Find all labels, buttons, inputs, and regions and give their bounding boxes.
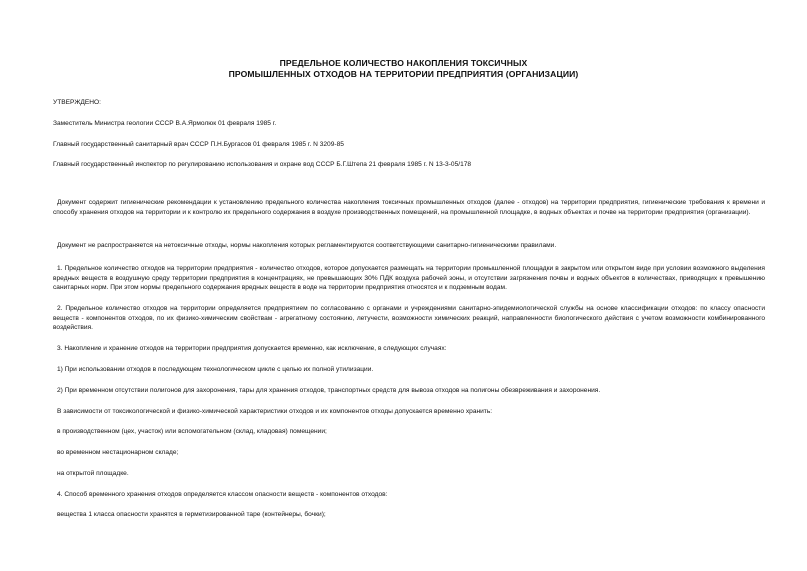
paragraph-storage-intro: В зависимости от токсикологической и физико-химической характеристики отходов и их компонентов отходы допускается временно хранить: [57,408,493,415]
document-title-line-1: ПРЕДЕЛЬНОЕ КОЛИЧЕСТВО НАКОПЛЕНИЯ ТОКСИЧНЫХ [279,58,528,68]
approval-heading: УТВЕРЖДЕНО: [53,99,102,106]
paragraph-class-1-storage: вещества 1 класса опасности хранятся в герметизированной таре (контейнеры, бочки); [57,511,326,518]
paragraph-subitem-2: 2) При временном отсутствии полигонов для захоронения, тары для хранения отходов, транспортных средств для вывоза отходов на полигоны обезвреживания и захоронения. [57,387,601,394]
paragraph-item-1: 1. Предельное количество отходов на территории предприятия - количество отходов, которое допускается размещать на территории промышленной площадки в закрытом или открытом виде при условии возможного выделения вредных веществ в воздушную среду территории предприятия в концентрациях, не превышающих 30% ПДК воздуха рабочей зоны, и отсутствии загрязнения почвы и водных объектов в количествах, приводящих к превышению санитарных норм. При этом нормы предельного содержания вредных веществ в воде на территории предприятия относятся и к подземным водам. [53,265,765,292]
document-title-line-2: ПРОМЫШЛЕННЫХ ОТХОДОВ НА ТЕРРИТОРИИ ПРЕДПРИЯТИЯ (ОРГАНИЗАЦИИ) [228,69,579,79]
paragraph-intro: Документ содержит гигиенические рекомендации к установлению предельного количества накопления токсичных промышленных отходов (далее - отходов) на территории предприятия, гигиенические требования к времени и способу хранения отходов на территории и к контролю их предельного содержания в воздухе производственных помещений, на промышленной площадке, в водных объектах и почве на территории предприятия (организации). [53,199,765,216]
paragraph-item-4: 4. Способ временного хранения отходов определяется классом опасности веществ - компонентов отходов: [57,491,388,498]
paragraph-item-3: 3. Накопление и хранение отходов на территории предприятия допускается временно, как исключение, в следующих случаях: [57,345,447,352]
paragraph-storage-option-1: в производственном (цех, участок) или вспомогательном (склад, кладовая) помещении; [57,428,327,435]
approval-item-water-inspector: Главный государственный инспектор по регулированию использования и охране вод СССР Б.Г.Штепа 21 февраля 1985 г. N 13-3-05/178 [53,161,472,168]
paragraph-storage-option-3: на открытой площадке. [57,470,129,477]
approval-item-deputy-minister: Заместитель Министра геологии СССР В.А.Ярмолюк 01 февраля 1985 г. [53,120,277,127]
paragraph-subitem-1: 1) При использовании отходов в последующем технологическом цикле с целью их полной утилизации. [57,366,374,373]
paragraph-item-2: 2. Предельное количество отходов на территории определяется предприятием по согласованию с органами и учреждениями санитарно-эпидемиологической службы на основе классификации отходов: по классу опасности веществ - компонентов отходов, по их физико-химическим свойствам - агрегатному состоянию, летучести, возможности химических реакций, направленности биологического действия с учетом возможности комбинированного воздействия. [53,305,765,332]
approval-item-chief-sanitary-doctor: Главный государственный санитарный врач СССР П.Н.Бургасов 01 февраля 1985 г. N 3209-85 [53,141,344,148]
paragraph-storage-option-2: во временном нестационарном складе; [57,449,179,456]
paragraph-scope: Документ не распространяется на нетоксичные отходы, нормы накопления которых регламентируются соответствующими санитарно-гигиеническими правилами. [57,242,557,249]
